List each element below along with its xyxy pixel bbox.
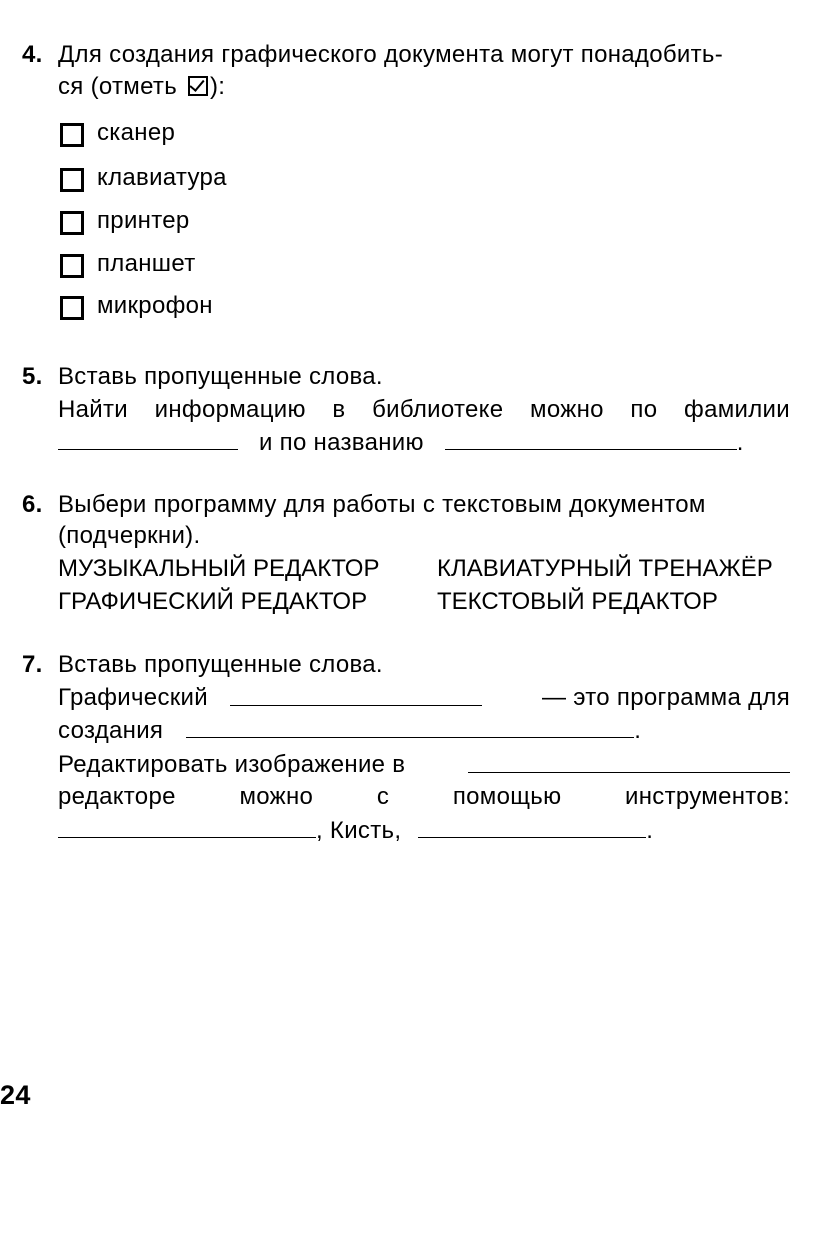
question-7-instruction: Вставь пропущенные слова. <box>58 651 383 678</box>
question-5-instruction: Вставь пропущенные слова. <box>58 363 383 390</box>
option-keyboard-label: клавиатура <box>97 164 227 191</box>
checkbox-keyboard[interactable] <box>60 168 84 192</box>
program-graphic-editor[interactable]: ГРАФИЧЕСКИЙ РЕДАКТОР <box>58 588 368 615</box>
question-7-line5 <box>58 815 653 846</box>
program-music-editor[interactable]: МУЗЫКАЛЬНЫЙ РЕДАКТОР <box>58 555 380 582</box>
blank-title[interactable] <box>445 427 737 450</box>
checkbox-printer[interactable] <box>60 211 84 235</box>
q7-word: с <box>376 783 390 810</box>
blank-surname[interactable] <box>58 427 238 450</box>
question-5-number: 5. <box>22 363 43 390</box>
q7-word: можно <box>239 783 314 810</box>
q5-word: по <box>630 396 658 423</box>
q7-word: помощью <box>452 783 562 810</box>
checked-box-icon <box>188 76 208 96</box>
q5-word: библиотеке <box>372 396 504 423</box>
question-6-text-line2: (подчеркни). <box>58 522 201 549</box>
question-6-text-line1: Выбери программу для работы с текстовым документом <box>58 491 706 518</box>
blank-editor-name[interactable] <box>468 750 790 773</box>
checkbox-scanner[interactable] <box>60 123 84 147</box>
question-4-text-line2 <box>58 72 225 102</box>
question-5-text-line2 <box>58 427 744 458</box>
q5-line2-end: . <box>736 429 744 456</box>
option-tablet-label: планшет <box>97 250 196 277</box>
q7-l3-start: Редактировать изображение в <box>58 751 406 778</box>
question-4-text-line1: Для создания графического документа могут понадобить- <box>58 41 724 68</box>
q7-l2-start: создания <box>58 717 164 744</box>
q7-l5-mid: , Кисть, <box>316 817 402 844</box>
q7-l1-start: Графический <box>58 684 208 711</box>
checkbox-microphone[interactable] <box>60 296 84 320</box>
question-7-line2 <box>58 715 641 746</box>
q7-word: редакторе <box>58 783 176 810</box>
q5-line2-mid: и по названию <box>258 429 424 456</box>
q5-word: информацию <box>154 396 306 423</box>
q5-word: в <box>332 396 346 423</box>
question-4-number: 4. <box>22 41 43 68</box>
q7-l1-end: — это программа для <box>542 684 790 711</box>
program-keyboard-trainer[interactable]: КЛАВИАТУРНЫЙ ТРЕНАЖЁР <box>437 555 773 582</box>
blank-tool-2[interactable] <box>418 815 646 838</box>
page-number: 24 <box>0 1080 31 1110</box>
question-6-number: 6. <box>22 491 43 518</box>
question-7-line3 <box>58 750 790 780</box>
q7-l2-end: . <box>634 717 642 744</box>
question-7-line4 <box>58 782 790 812</box>
q7-l5-end: . <box>646 817 654 844</box>
q5-word: фамилии <box>684 396 790 423</box>
blank-tool-1[interactable] <box>58 815 316 838</box>
question-4-line2-post: ): <box>209 73 226 100</box>
question-4-line2-pre: ся (отметь <box>58 73 184 100</box>
checkbox-tablet[interactable] <box>60 254 84 278</box>
option-scanner-label: сканер <box>97 119 176 146</box>
question-7-number: 7. <box>22 651 43 678</box>
question-5-text-line1 <box>58 395 790 425</box>
option-microphone-label: микрофон <box>97 292 213 319</box>
blank-creation-purpose[interactable] <box>186 715 634 738</box>
q5-word: можно <box>530 396 604 423</box>
blank-editor-type[interactable] <box>230 683 482 706</box>
q7-word: инструментов: <box>625 783 790 810</box>
q5-word: Найти <box>58 396 128 423</box>
program-text-editor[interactable]: ТЕКСТОВЫЙ РЕДАКТОР <box>437 588 718 615</box>
question-7-line1 <box>58 683 790 713</box>
option-printer-label: принтер <box>97 207 190 234</box>
